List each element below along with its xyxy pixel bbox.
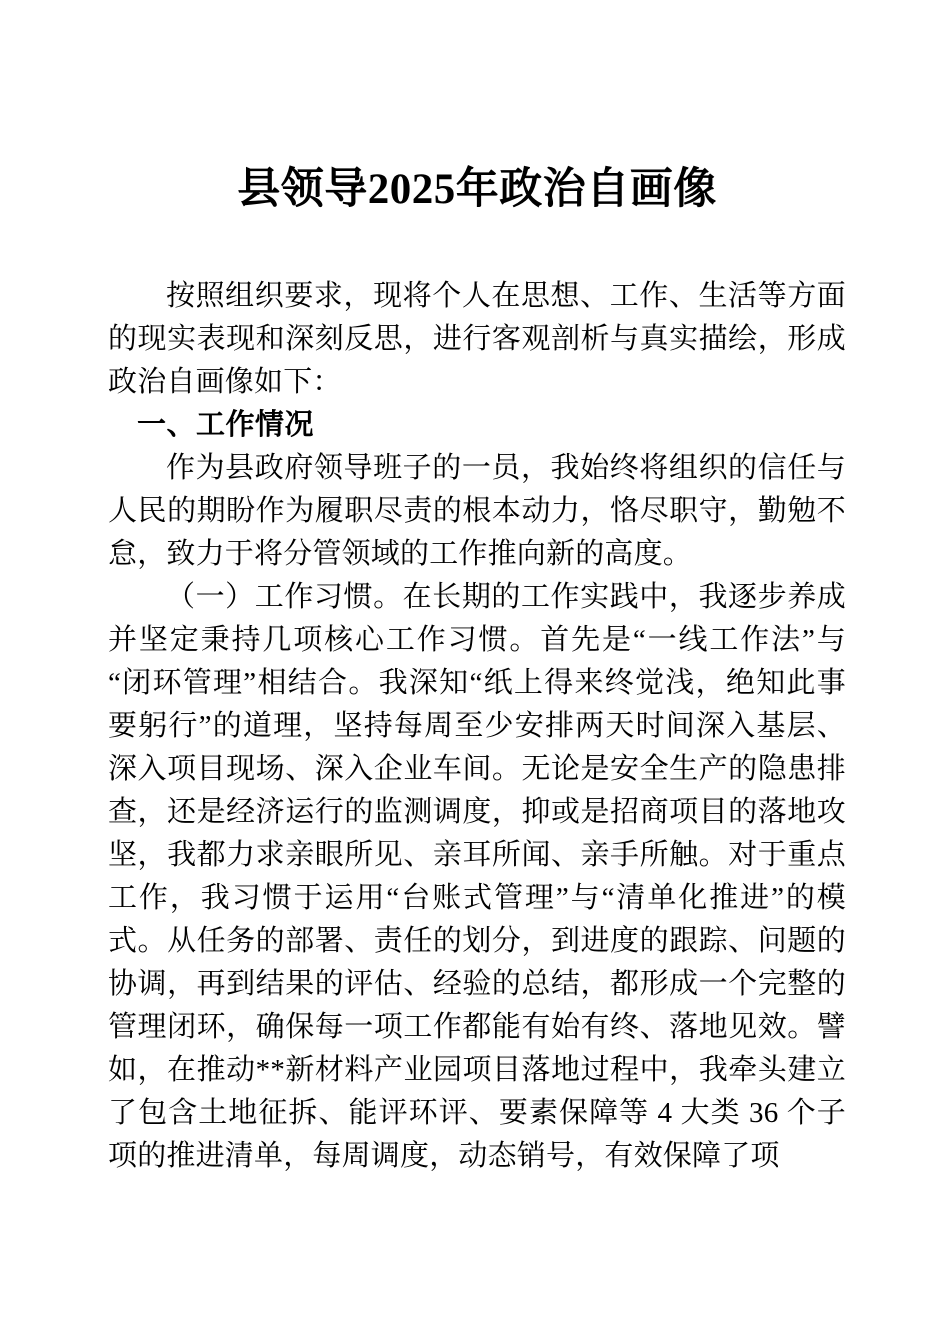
paragraph-section-1-intro: 作为县政府领导班子的一员，我始终将组织的信任与人民的期盼作为履职尽责的根本动力，恪尽职守，勤勉不怠，致力于将分管领域的工作推向新的高度。 [108, 452, 846, 570]
document-body [108, 0, 846, 1178]
page-title: 县领导2025年政治自画像 [237, 166, 717, 213]
title-spacer [108, 211, 846, 275]
paragraph-subsection-1-1: （一）工作习惯。在长期的工作实践中，我逐步养成并坚定秉持几项核心工作习惯。首先是“一线工作法”与“闭环管理”相结合。我深知“纸上得来终觉浅，绝知此事要躬行”的道理，坚持每周至少安排两天时间深入基层、深入项目现场、深入企业车间。无论是安全生产的隐患排查，还是经济运行的监测调度，抑或是招商项目的落地攻坚，我都力求亲眼所见、亲耳所闻、亲手所触。对于重点工作，我习惯于运用“台账式管理”与“清单化推进”的模式。从任务的部署、责任的划分，到进度的跟踪、问题的协调，再到结果的评估、经验的总结，都形成一个完整的管理闭环，确保每一项工作都能有始有终、落地见效。譬如，在推动**新材料产业园项目落地过程中，我牵头建立了包含土地征拆、能评环评、要素保障等 4 大类 36 个子项的推进清单，每周调度，动态销号，有效保障了项 [108, 581, 846, 1172]
paragraph-intro: 按照组织要求，现将个人在思想、工作、生活等方面的现实表现和深刻反思，进行客观剖析与真实描绘，形成政治自画像如下： [108, 280, 846, 398]
section-heading-work-situation: 一、工作情况 [137, 409, 315, 441]
